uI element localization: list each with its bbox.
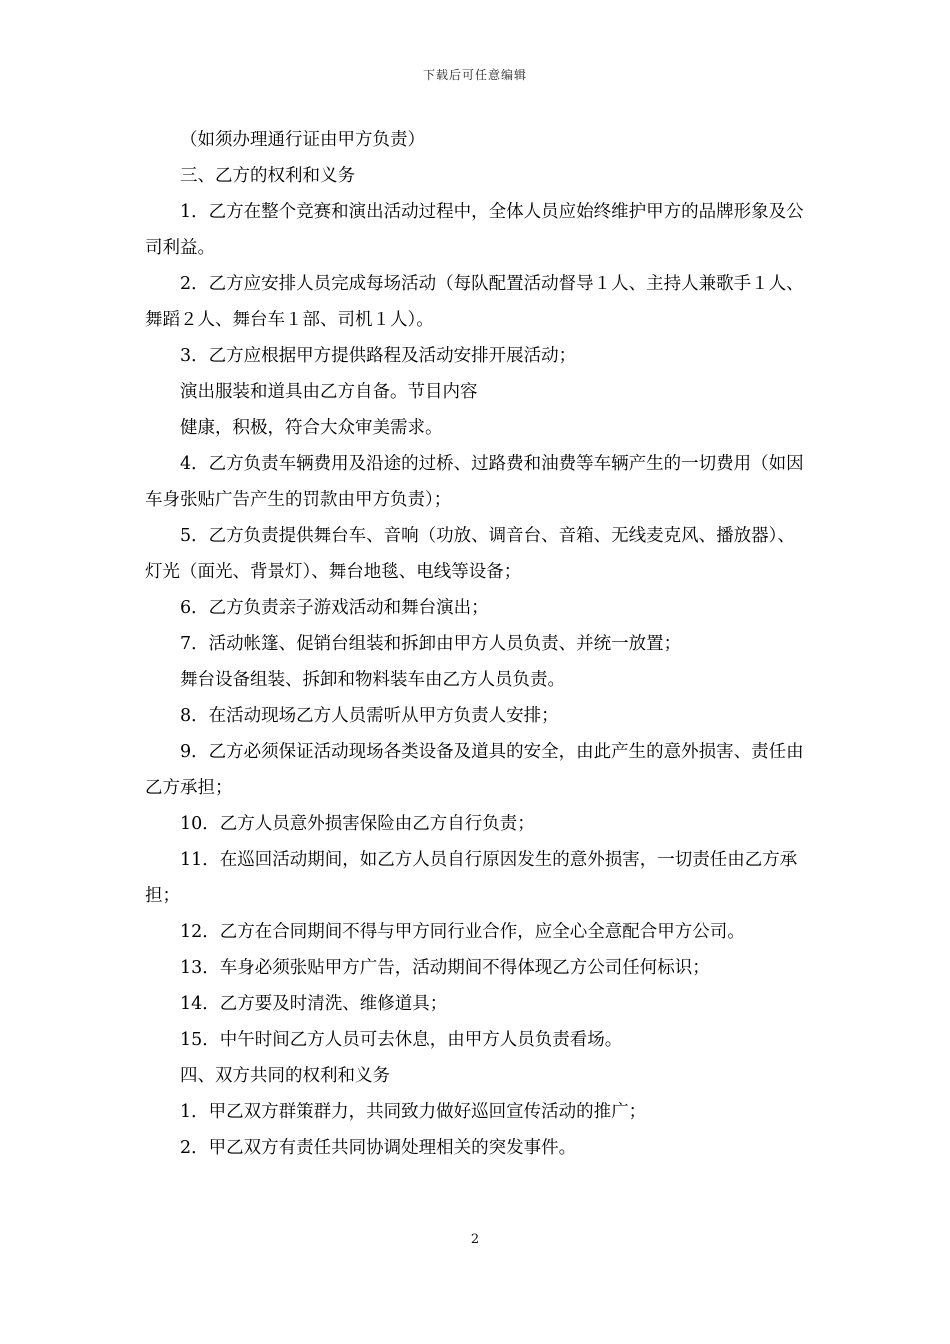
paragraph: 3．乙方应根据甲方提供路程及活动安排开展活动；	[180, 346, 577, 366]
paragraph: 13．车身必须张贴甲方广告，活动期间不得体现乙方公司任何标识；	[180, 958, 710, 978]
paragraph: 11．在巡回活动期间，如乙方人员自行原因发生的意外损害，一切责任由乙方承担；	[145, 850, 798, 906]
paragraph: 演出服装和道具由乙方自备。节目内容	[180, 382, 478, 402]
paragraph: 15．中午时间乙方人员可去休息，由甲方人员负责看场。	[180, 1030, 623, 1050]
paragraph: 8．在活动现场乙方人员需听从甲方负责人安排；	[180, 706, 559, 726]
paragraph: 7．活动帐篷、促销台组装和拆卸由甲方人员负责、并统一放置；	[180, 634, 682, 654]
page-number: 2	[470, 1232, 480, 1247]
paragraph: 5．乙方负责提供舞台车、音响（功放、调音台、音箱、无线麦克风、播放器）、灯光（面光、背景灯）、舞台地毯、电线等设备；	[145, 526, 795, 582]
paragraph: 2．乙方应安排人员完成每场活动（每队配置活动督导１人、主持人兼歌手１人、舞蹈２人、舞台车１部、司机１人）。	[145, 274, 804, 330]
paragraph: 2．甲乙双方有责任共同协调处理相关的突发事件。	[180, 1138, 577, 1158]
section-heading: 三、乙方的权利和义务	[180, 166, 355, 186]
paragraph: 1．乙方在整个竞赛和演出活动过程中，全体人员应始终维护甲方的品牌形象及公司利益。	[145, 202, 804, 258]
paragraph: 1．甲乙双方群策群力，共同致力做好巡回宣传活动的推广；	[180, 1102, 647, 1122]
section-heading: 四、双方共同的权利和义务	[180, 1066, 390, 1086]
paragraph: 舞台设备组装、拆卸和物料装车由乙方人员负责。	[180, 670, 565, 690]
paragraph: （如须办理通行证由甲方负责）	[180, 130, 425, 150]
paragraph: 6．乙方负责亲子游戏活动和舞台演出；	[180, 598, 489, 618]
paragraph: 9．乙方必须保证活动现场各类设备及道具的安全，由此产生的意外损害、责任由乙方承担；	[145, 742, 804, 798]
paragraph: 健康，积极，符合大众审美需求。	[180, 418, 443, 438]
paragraph: 12．乙方在合同期间不得与甲方同行业合作，应全心全意配合甲方公司。	[180, 922, 745, 942]
paragraph: 4．乙方负责车辆费用及沿途的过桥、过路费和油费等车辆产生的一切费用（如因车身张贴广告产生的罚款由甲方负责）；	[145, 454, 804, 510]
page-header: 下载后可任意编辑	[422, 68, 527, 82]
document-body	[145, 122, 809, 1166]
paragraph: 14．乙方要及时清洗、维修道具；	[180, 994, 448, 1014]
paragraph: 10．乙方人员意外损害保险由乙方自行负责；	[180, 814, 535, 834]
